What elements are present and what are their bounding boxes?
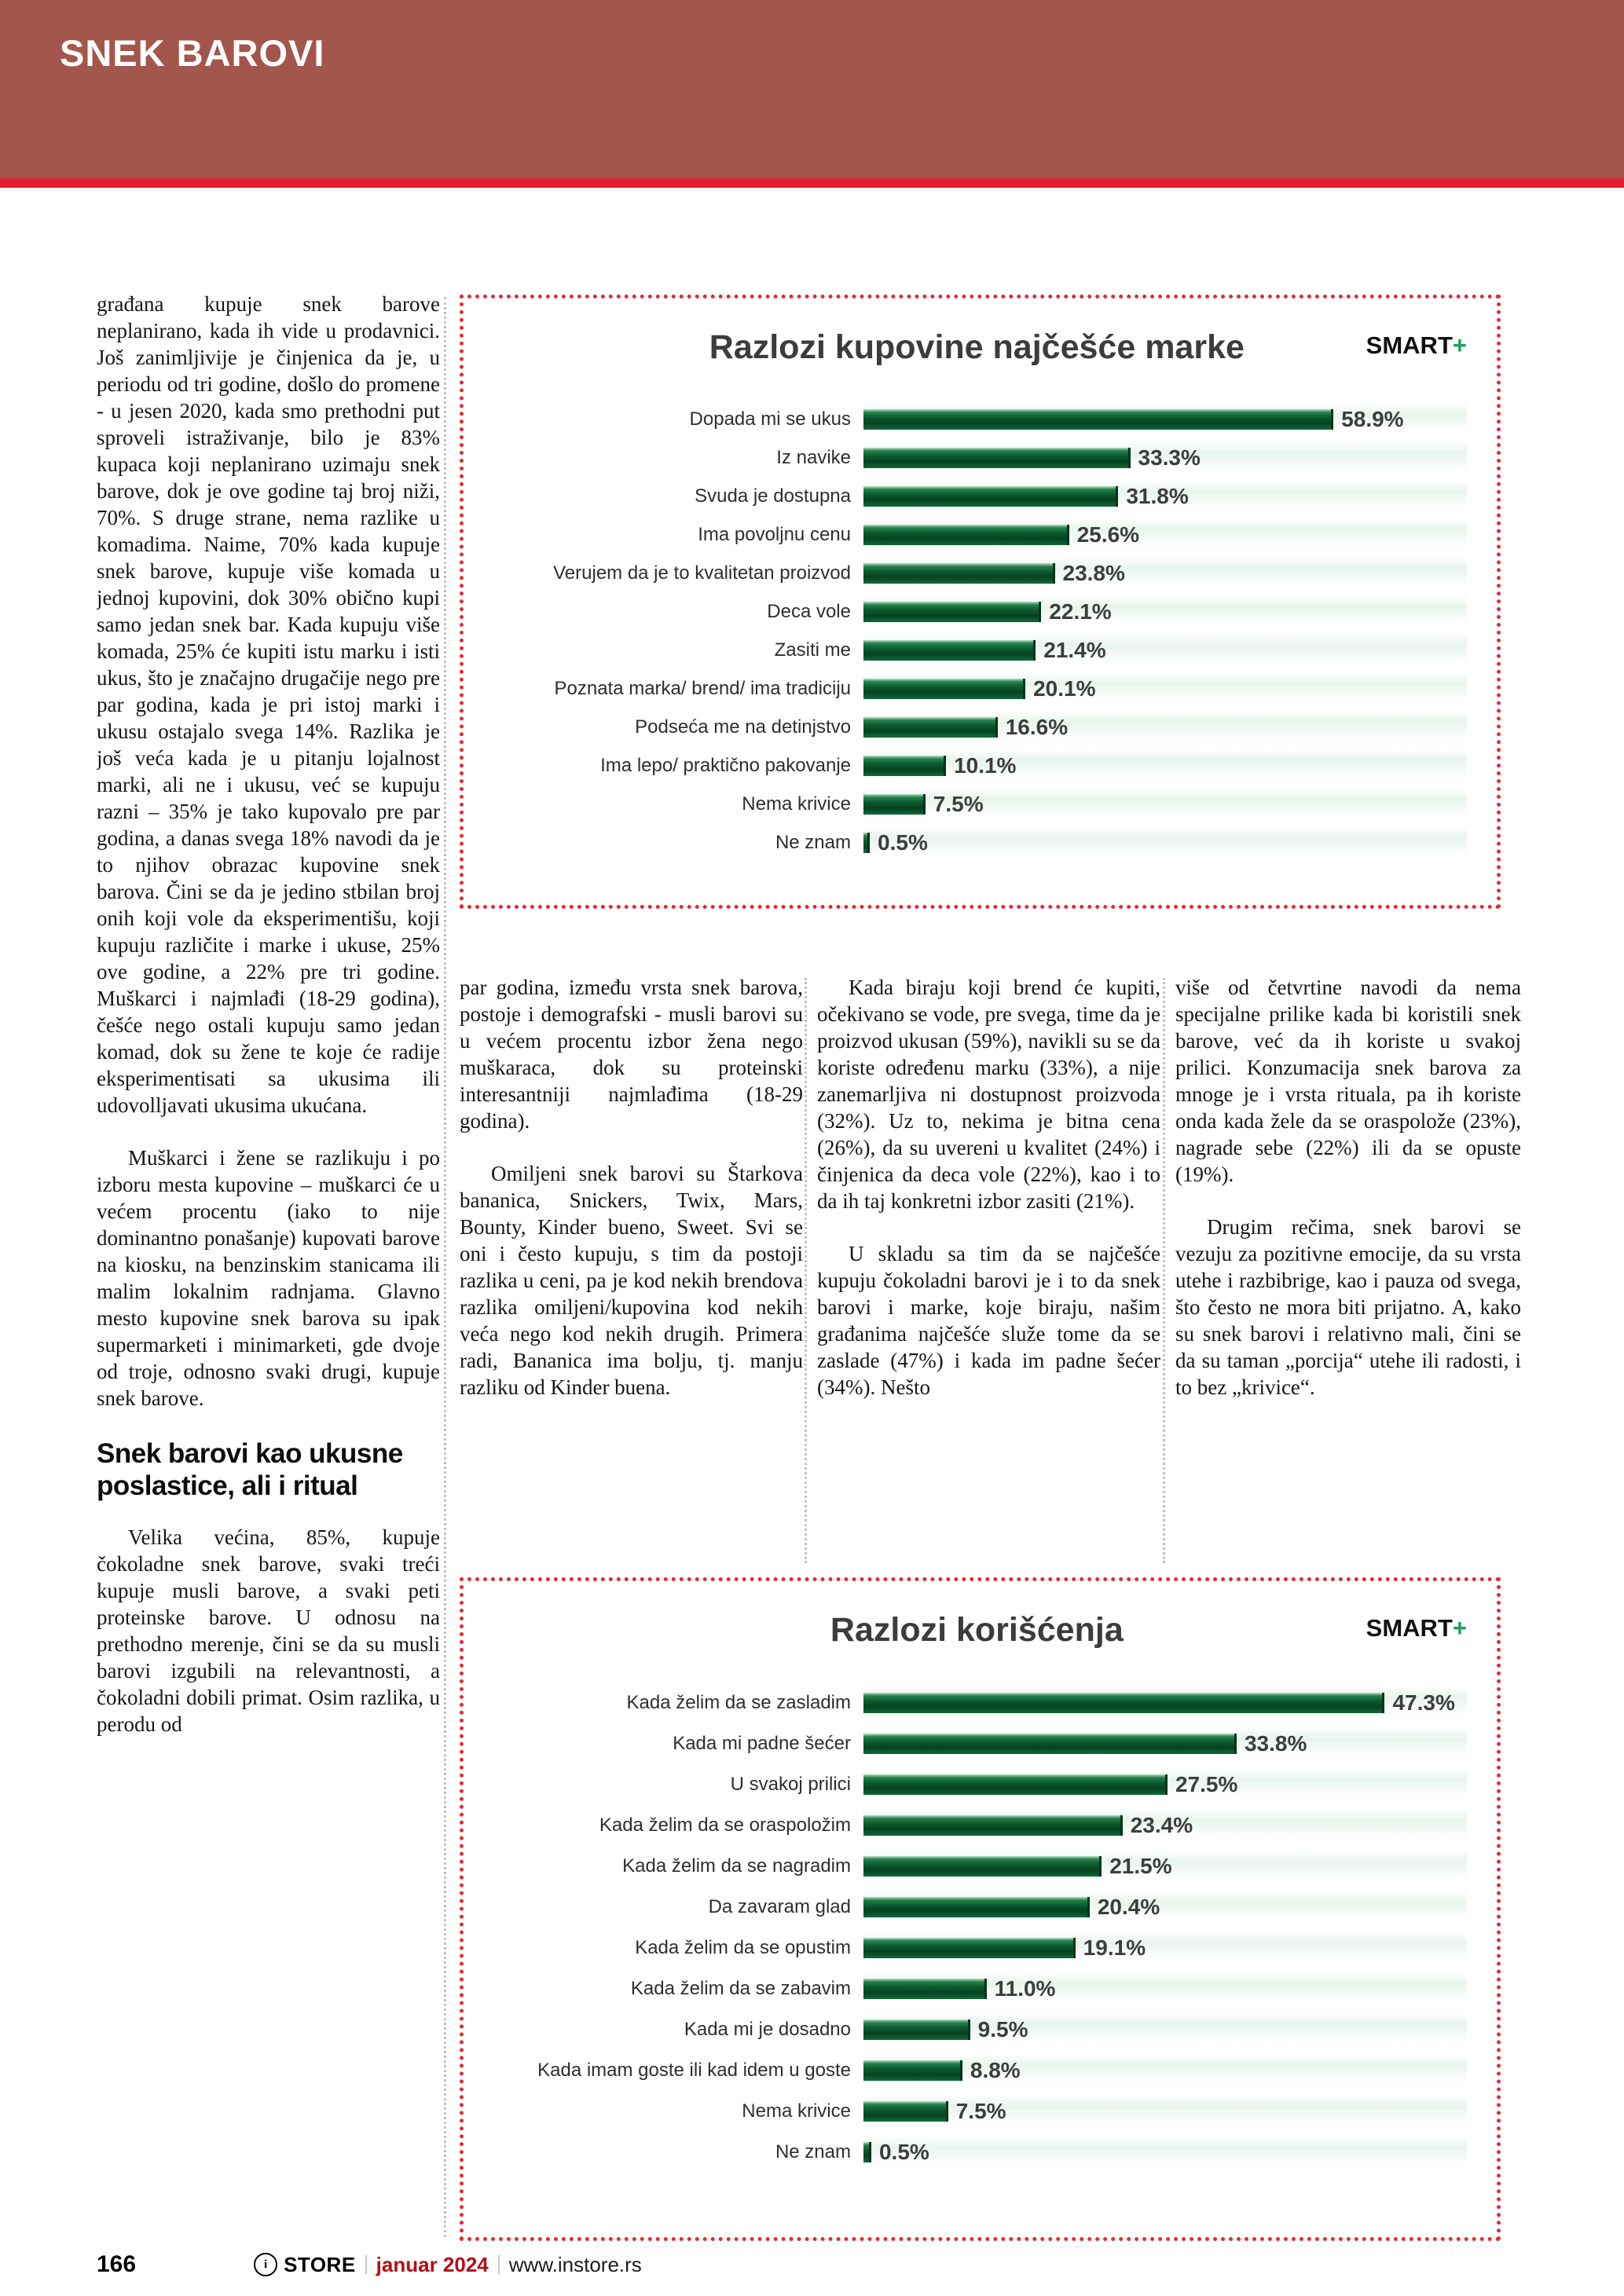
chart-row bbox=[493, 1723, 1467, 1764]
chart-value-label: 7.5% bbox=[933, 791, 984, 816]
footer-separator bbox=[365, 2255, 367, 2274]
red-divider bbox=[0, 178, 1624, 188]
chart-bar-track bbox=[863, 1850, 1467, 1883]
chart-category-label: Ima lepo/ praktično pakovanje bbox=[600, 754, 851, 776]
chart-bar-track bbox=[863, 826, 1467, 859]
chart-value-label: 23.4% bbox=[1130, 1813, 1193, 1837]
chart-row bbox=[493, 708, 1467, 746]
chart-category-label: Verujem da je to kvalitetan proizvod bbox=[553, 562, 851, 584]
chart-category-label: Kada mi padne šećer bbox=[673, 1733, 851, 1754]
chart-bar bbox=[863, 794, 926, 815]
chart-bar bbox=[863, 717, 998, 738]
chart-row bbox=[493, 592, 1467, 631]
chart-bar-track bbox=[863, 1727, 1467, 1760]
chart-value-label: 0.5% bbox=[878, 829, 928, 855]
chart-bar-track bbox=[863, 1809, 1467, 1842]
chart-value-label: 20.4% bbox=[1097, 1895, 1160, 1919]
store-logo bbox=[254, 2253, 356, 2277]
chart-category-label: Nema krivice bbox=[742, 2100, 851, 2122]
chart-row bbox=[493, 2091, 1467, 2132]
chart-bar bbox=[863, 525, 1069, 545]
chart-bar bbox=[863, 602, 1041, 622]
chart-bar bbox=[863, 679, 1025, 699]
chart-bar-track bbox=[863, 749, 1467, 782]
chart-row bbox=[493, 1683, 1467, 1723]
chart-row bbox=[493, 438, 1467, 477]
chart-value-label: 20.1% bbox=[1033, 676, 1096, 701]
instore-circle-icon: i bbox=[254, 2253, 277, 2276]
chart-bar bbox=[863, 640, 1036, 661]
chart-bar-track bbox=[863, 672, 1467, 705]
chart-category-label: Ne znam bbox=[775, 831, 851, 853]
chart-category-label: Kada želim da se nagradim bbox=[622, 1855, 851, 1877]
chart-row bbox=[493, 785, 1467, 823]
chart-reasons-for-buying bbox=[460, 295, 1501, 909]
smart-plus-logo bbox=[1366, 1614, 1467, 1642]
logo-text: SMART bbox=[1366, 331, 1453, 359]
column-divider bbox=[805, 978, 807, 1563]
chart-bar bbox=[863, 1774, 1168, 1795]
chart-row bbox=[493, 400, 1467, 438]
chart-bar-track bbox=[863, 2095, 1467, 2128]
chart-bar-track bbox=[863, 2136, 1467, 2169]
chart-category-label: Ne znam bbox=[775, 2141, 851, 2162]
chart-row bbox=[493, 631, 1467, 669]
chart-row bbox=[493, 554, 1467, 592]
chart-bar-track bbox=[863, 634, 1467, 667]
chart-bar-track bbox=[863, 788, 1467, 821]
chart-bar bbox=[863, 833, 870, 853]
header-band bbox=[0, 0, 1624, 178]
chart-value-label: 8.8% bbox=[970, 2058, 1021, 2082]
chart-category-label: Iz navike bbox=[776, 446, 851, 468]
chart-title: Razlozi korišćenja bbox=[830, 1611, 1124, 1649]
plus-icon: + bbox=[1452, 331, 1467, 359]
chart-row bbox=[493, 477, 1467, 515]
chart-category-label: Dopada mi se ukus bbox=[689, 408, 851, 430]
chart-row bbox=[493, 1887, 1467, 1928]
body-column-4 bbox=[1175, 974, 1521, 1579]
chart-bar bbox=[863, 2142, 871, 2162]
paragraph: Drugim rečima, snek barovi se vezuju za pozitivne emocije, da su vrsta utehe i razbibrige, kao i pauza od svega, što često ne mora biti prijatno. A, kako su snek barovi i relativno mali, čini se da su taman „porcija“ utehe ili radosti, i to bez „krivice“. bbox=[1175, 1215, 1521, 1399]
chart-bar bbox=[863, 756, 946, 776]
plus-icon: + bbox=[1452, 1614, 1467, 1642]
section-heading: Snek barovi kao ukusne poslastice, ali i ritual bbox=[97, 1438, 403, 1501]
chart-category-label: Svuda je dostupna bbox=[695, 485, 851, 507]
chart-value-label: 58.9% bbox=[1341, 406, 1404, 431]
chart-value-label: 0.5% bbox=[878, 2140, 929, 2164]
chart-value-label: 11.0% bbox=[994, 1976, 1056, 2001]
chart-row bbox=[493, 669, 1467, 708]
chart-row bbox=[493, 2050, 1467, 2091]
footer bbox=[97, 2251, 642, 2278]
chart-category-label: Kada želim da se zasladim bbox=[626, 1692, 851, 1713]
page-number: 166 bbox=[97, 2251, 137, 2277]
chart-category-label: Poznata marka/ brend/ ima tradiciju bbox=[554, 677, 851, 699]
chart-value-label: 21.4% bbox=[1043, 637, 1106, 662]
chart-rows bbox=[493, 400, 1467, 862]
body-column-1 bbox=[97, 291, 440, 2250]
paragraph: Muškarci i žene se razlikuju i po izboru mesta kupovine – muškarci će u većem procentu (iako to nije dominantno ponašanje) kupovati barove na kiosku, na benzinskim stanicama ili malim lokalnim radnjama. Glavno mesto kupovine snek barova su ipak supermarketi i minimarketi, gde dvoje od troje, odnosno svaki drugi, kupuje snek barove. bbox=[97, 1146, 440, 1410]
body-column-2 bbox=[460, 974, 803, 1579]
chart-bar-track bbox=[863, 518, 1467, 551]
chart-bar bbox=[863, 1856, 1102, 1877]
chart-value-label: 47.3% bbox=[1392, 1690, 1455, 1715]
chart-category-label: Zasiti me bbox=[774, 639, 851, 661]
chart-bar-track bbox=[863, 2054, 1467, 2087]
chart-value-label: 21.5% bbox=[1109, 1854, 1172, 1878]
chart-bar-track bbox=[863, 403, 1467, 436]
chart-bar bbox=[863, 1938, 1076, 1958]
column-divider bbox=[1163, 978, 1165, 1563]
chart-value-label: 9.5% bbox=[977, 2017, 1028, 2041]
chart-bar-track bbox=[863, 595, 1467, 628]
chart-row bbox=[493, 2009, 1467, 2050]
chart-header bbox=[493, 1603, 1467, 1650]
chart-bar bbox=[863, 1897, 1090, 1917]
paragraph: U skladu sa tim da se najčešće kupuju čokoladni barovi je i to da snek barovi i marke, koje biraju, našim građanima najčešće služe tome da se zaslade (47%) i kada im padne šećer (34%). Nešto bbox=[817, 1242, 1160, 1399]
chart-row bbox=[493, 1805, 1467, 1846]
chart-category-label: Kada želim da se opustim bbox=[635, 1937, 851, 1958]
body-column-3 bbox=[817, 974, 1160, 1579]
chart-bar bbox=[863, 563, 1055, 584]
chart-bar bbox=[863, 1693, 1384, 1713]
chart-category-label: Kada imam goste ili kad idem u goste bbox=[537, 2060, 851, 2081]
chart-value-label: 31.8% bbox=[1126, 483, 1189, 508]
chart-value-label: 33.3% bbox=[1138, 445, 1201, 470]
paragraph: Velika većina, 85%, kupuje čokoladne snek barove, svaki treći kupuje musli barove, a svaki peti proteinske barove. U odnosu na prethodno merenje, čini se da su musli barovi izgubili na relevantnosti, a čokoladni dobili primat. Osim razlika, u perodu od bbox=[97, 1525, 440, 1736]
paragraph: više od četvrtine navodi da nema specijalne prilike kada bi koristili snek barove, već da ih koriste u svakoj prilici. Konzumacija snek barova za mnoge je i vrsta rituala, pa ih koriste onda kada žele da se oraspolože (23%), nagrade sebe (22%) ili da se opuste (19%). bbox=[1175, 976, 1521, 1186]
chart-row bbox=[493, 823, 1467, 862]
chart-bar-track bbox=[863, 2013, 1467, 2046]
smart-plus-logo bbox=[1366, 331, 1467, 360]
chart-category-label: Kada mi je dosadno bbox=[684, 2019, 851, 2040]
chart-reasons-for-usage bbox=[460, 1577, 1501, 2241]
chart-bar bbox=[863, 2101, 948, 2122]
chart-row bbox=[493, 746, 1467, 785]
chart-bar bbox=[863, 1979, 987, 1999]
chart-bar-track bbox=[863, 557, 1467, 590]
chart-bar-track bbox=[863, 1891, 1467, 1924]
chart-category-label: Kada želim da se zabavim bbox=[630, 1978, 851, 1999]
chart-value-label: 19.1% bbox=[1083, 1935, 1146, 1960]
chart-value-label: 27.5% bbox=[1175, 1772, 1238, 1796]
chart-value-label: 7.5% bbox=[955, 2099, 1006, 2123]
chart-row bbox=[493, 2132, 1467, 2173]
chart-category-label: Nema krivice bbox=[742, 793, 851, 815]
chart-bar-track bbox=[863, 1768, 1467, 1801]
chart-bar bbox=[863, 1815, 1123, 1836]
chart-rows bbox=[493, 1683, 1467, 2173]
chart-bar bbox=[863, 448, 1131, 468]
chart-value-label: 25.6% bbox=[1076, 522, 1140, 547]
brand-name: STORE bbox=[284, 2252, 356, 2276]
chart-category-label: Da zavaram glad bbox=[708, 1896, 851, 1917]
chart-category-label: Ima povoljnu cenu bbox=[698, 523, 851, 545]
chart-bar-track bbox=[863, 1932, 1467, 1965]
chart-row bbox=[493, 1764, 1467, 1805]
paragraph: Omiljeni snek barovi su Štarkova bananica, Snickers, Twix, Mars, Bounty, Kinder bueno, Sweet. Svi se oni i često kupuju, s tim da postoji razlika u ceni, pa je kod nekih brendova razlika omiljeni/kupovina kod nekih veća nego kod nekih drugih. Primera radi, Bananica ima bolju, tj. manju razliku od Kinder buena. bbox=[460, 1162, 803, 1399]
chart-value-label: 16.6% bbox=[1005, 714, 1069, 739]
chart-bar-track bbox=[863, 711, 1467, 744]
chart-value-label: 23.8% bbox=[1062, 560, 1125, 585]
chart-bar bbox=[863, 2060, 962, 2081]
chart-bar bbox=[863, 486, 1118, 507]
chart-category-label: Podseća me na detinjstvo bbox=[635, 716, 851, 738]
logo-text: SMART bbox=[1366, 1614, 1453, 1642]
chart-category-label: Deca vole bbox=[767, 600, 851, 622]
chart-value-label: 10.1% bbox=[954, 753, 1017, 778]
paragraph: par godina, između vrsta snek barova, postoje i demografski - musli barovi su u većem procentu izbor žena nego muškaraca, dok su proteinski interesantniji najmlađima (18-29 godina). bbox=[460, 976, 803, 1133]
chart-category-label: U svakoj prilici bbox=[730, 1774, 851, 1795]
chart-value-label: 33.8% bbox=[1244, 1731, 1307, 1756]
chart-row bbox=[493, 515, 1467, 554]
paragraph: građana kupuje snek barove neplanirano, kada ih vide u prodavnici. Još zanimljivije je činjenica da je, u periodu od tri godine, došlo do promene - u jesen 2020, kada smo prethodni put sproveli istraživanje, bilo je 83% kupaca koji neplanirano uzimaju snek barove, dok je ove godine taj broj niži, 70%. S druge strane, nema razlike u komadima. Naime, 70% kada kupuje snek barove, kupuje više komada u jednoj kupovini, dok 30% obično kupi samo jedan snek bar. Kada kupuju više komada, 25% će kupiti istu marku i isti ukus, što je značajno drugačije nego pre par godina, kada je pri istoj marki i ukusu ostajalo svega 14%. Razlika je još veća kada je u pitanju lojalnost marki, ali ne i ukusu, već se kupuju razni – 35% je tako kupovalo pre par godina, a danas svega 18% navodi da je to njihov obrazac kupovine snek barova. Čini se da je jedino stbilan broj onih koji vole da eksperimentišu, koji kupuju različite i marke i ukuse, 25% ove godine, a 22% pre tri godine. Muškarci i najmlađi (18-29 godina), češće nego ostali kupuju samo jedan komad, dok su žene te koje će radije eksperimentisati sa ukusima ili udovolljavati ukusima ukućana. bbox=[97, 292, 440, 1117]
chart-bar-track bbox=[863, 1686, 1467, 1719]
chart-header bbox=[493, 320, 1467, 367]
chart-value-label: 22.1% bbox=[1049, 599, 1112, 624]
chart-category-label: Kada želim da se oraspoložim bbox=[599, 1814, 851, 1836]
page-title: SNEK BAROVI bbox=[60, 32, 325, 74]
chart-bar-track bbox=[863, 441, 1467, 474]
chart-bar-track bbox=[863, 480, 1467, 513]
chart-bar bbox=[863, 2020, 970, 2040]
footer-separator bbox=[498, 2255, 500, 2274]
chart-bar bbox=[863, 1734, 1237, 1754]
issue-date: januar 2024 bbox=[376, 2252, 489, 2276]
chart-row bbox=[493, 1928, 1467, 1968]
website-link[interactable]: www.instore.rs bbox=[508, 2252, 642, 2276]
chart-title: Razlozi kupovine najčešće marke bbox=[709, 328, 1245, 366]
chart-row bbox=[493, 1846, 1467, 1887]
chart-bar-track bbox=[863, 1972, 1467, 2005]
chart-bar bbox=[863, 409, 1333, 430]
paragraph: Kada biraju koji brend će kupiti, očekivano se vode, pre svega, time da je proizvod ukusan (59%), navikli su se da koriste određenu marku (33%), a nije zanemarljiva ni dostupnost proizvoda (32%). Uz to, nekima je bitna cena (26%), da su uvereni u kvalitet (24%) i činjenica da deca vole (22%), kao i to da ih taj konkretni izbor zasiti (21%). bbox=[817, 976, 1160, 1213]
column-divider bbox=[444, 297, 446, 2237]
chart-row bbox=[493, 1968, 1467, 2009]
